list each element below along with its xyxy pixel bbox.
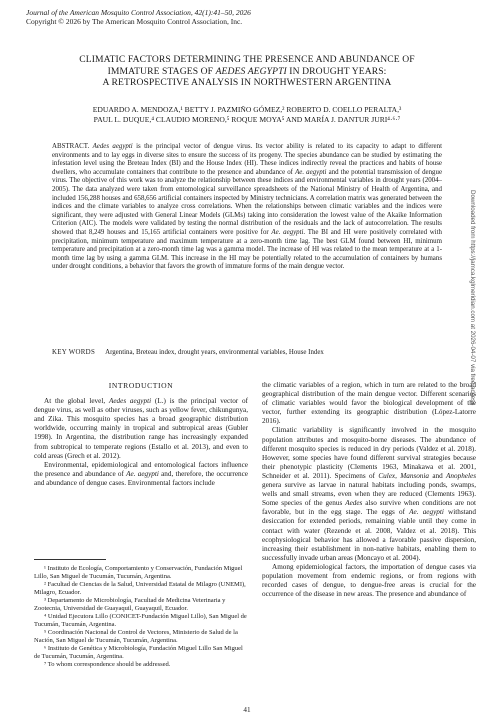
abstract-species-3: Ae. aegypti [271, 228, 304, 236]
right-column [262, 381, 476, 599]
title-line-2-post: IN DROUGHT YEARS: [286, 65, 387, 77]
intro-paragraph-1 [34, 397, 248, 461]
page-number: 41 [243, 706, 251, 714]
keywords [52, 349, 442, 358]
abstract-text-1: is the principal vector of dengue virus. Its vector ability is related to its capacity to adapt to different environments and to lay eggs in diverse sites to ensure the success of its progeny. The species abundance can be studied by estimating the infestation level using the Breteau Index (BI) and the House Index (HI). These indices indirectly reveal the practices and habits of house dwellers, who accumulate containers that contribute to the presence and abundance of [52, 143, 442, 176]
right-paragraph-1: the climatic variables of a region, which in turn are related to the broad geographical distribution of the main dengue vector. Different scenarios of climatic variables would favor the biological development of the vector, further extending its geographic distribution (López-Latorre 2016). [262, 381, 476, 426]
footnote: ⁷ To whom correspondence should be addressed. [44, 661, 171, 668]
footnote: ⁵ Coordinación Nacional de Control de Vectores, Ministerio de Salud de la Nación, San Miguel de Tucumán, Tucumán, Argentina. [34, 629, 238, 644]
right-p2-genus-2: Anopheles [446, 471, 476, 480]
right-p2-text-c: also survive when conditions are not favorable, but in the egg stage. The eggs of [262, 499, 476, 517]
intro-p1-text-a: At the global level, [44, 397, 109, 406]
download-watermark: Downloaded from https://jamca.kglmeridian.com at 2026-04-07 via free access [469, 190, 476, 406]
abstract-label: ABSTRACT. [52, 143, 90, 150]
article-title [30, 54, 464, 89]
title-line-2 [30, 66, 464, 78]
intro-p1-text-b: (L.) is the principal vector of dengue virus, as well as other viruses, such as yellow fever, chikungunya, and Zika. This mosquito species has a broad geographic distribution worldwide, occurring mainly in tropical and subtropical areas (Gubler 1998). In Argentina, the distribution range has increasingly expanded from subtropical to temperate regions (Estallo et al. 2013), and even to cold areas (Grech et al. 2012). [34, 397, 249, 460]
title-line-1: CLIMATIC FACTORS DETERMINING THE PRESENCE AND ABUNDANCE OF [79, 54, 415, 65]
right-p2-text-b: genera survive as larvae in natural habitats including ponds, swamps, wells and small streams, even when they are reduced (Clements 1963). Some species of the genus [262, 481, 476, 508]
footnote: ³ Departamento de Microbiología, Facultad de Medicina Veterinaria y Zootecnia, Universidad de Guayaquil, Guayaquil, Ecuador. [34, 597, 226, 612]
keywords-label: KEY WORDS [52, 349, 96, 356]
right-paragraph-3: Among epidemiological factors, the importation of dengue cases via population movement from endemic regions, or from regions with recorded cases of dengue, to dengue-free areas is crucial for the occurrence of the disease in new areas. The presence and abundance of [262, 562, 476, 599]
footnote: ⁴ Unidad Ejecutora Lillo (CONICET-Fundación Miguel Lillo), San Miguel de Tucumán, Tucumán, Argentina. [34, 613, 247, 628]
right-p2-text-a: Climatic variability is significantly involved in the mosquito population attributes and mosquito-borne diseases. The abundance of different mosquito species is reduced in dry periods (Valdez et al. 2018). However, some species have found different survival strategies because their phenotypic plasticity (Clements 1963, Minakawa et al. 2001, Schneider et al. 2011). Specimens of [262, 426, 476, 480]
footnote-divider [34, 559, 106, 560]
footnote: ² Facultad de Ciencias de la Salud, Universidad Estatal de Milagro (UNEMI), Milagro, Ecuador. [34, 581, 246, 596]
title-species: AEDES AEGYPTI [215, 65, 287, 77]
section-heading-introduction: INTRODUCTION [108, 381, 174, 390]
abstract-species-1: Aedes aegypti [92, 143, 133, 150]
intro-p2-species: Ae. aegypti [126, 469, 159, 478]
footnote: ⁶ Instituto de Genética y Microbiología, Fundación Miguel Lillo San Miguel de Tucumán, Tucumán, Argentina. [34, 645, 243, 660]
abstract-species-2: Ae. aegypti [295, 168, 327, 176]
journal-citation: Journal of the American Mosquito Control Association, 42(1):41–50, 2026 [26, 8, 251, 17]
left-column [34, 381, 248, 488]
authors-line-2: PAUL L. DUQUE,⁴ CLAUDIO MORENO,⁵ ROQUE MOYA⁵ AND MARÍA J. DANTUR JURI⁴·⁶·⁷ [93, 115, 401, 124]
right-p2-species: Ae. aegypti [409, 508, 444, 517]
title-line-2-pre: IMMATURE STAGES OF [107, 65, 216, 77]
abstract [52, 143, 442, 272]
footnotes [34, 565, 248, 669]
footnote: ¹ Instituto de Ecología, Comportamiento y Conservación, Fundación Miguel Lillo, San Miguel de Tucumán, Tucumán, Argentina. [34, 565, 243, 580]
title-line-3: A RETROSPECTIVE ANALYSIS IN NORTHWESTERN ARGENTINA [102, 77, 392, 88]
right-paragraph-2 [262, 426, 476, 562]
abstract-text-2: and the potential transmission of dengue virus. The objective of this work was to analyze the relationship between these indices and environmental variables in drought years (2004–2005). The data analyzed were taken from entomological surveillance spreadsheets of the National Ministry of Health of Argentina, and included 156,288 houses and 658,656 artificial containers inspected by Ministry technicians. A correlation matrix was generated between the indices and the climate variables to analyze cross correlations. When the relationships between climatic variables and the indices were significant, they were adjusted with General Linear Models (GLMs) taking into consideration the lowest value of the Akaike Information Criterion (AIC). The models were validated by testing the normal distribution of the residuals and the lack of autocorrelation. The results showed that 8,249 houses and 15,165 artificial containers were positive for [52, 168, 443, 236]
intro-p2-text-a: Environmental, epidemiological and entomological factors influence the presence and abundance of [34, 460, 248, 478]
author-list [30, 105, 464, 125]
right-p2-and: and [429, 471, 447, 480]
keywords-text: Argentina, Breteau index, drought years, environmental variables, House Index [105, 349, 324, 356]
journal-copyright: Copyright © 2026 by The American Mosquito Control Association, Inc. [26, 17, 243, 26]
authors-line-1: EDUARDO A. MENDOZA,¹ BETTY J. PAZMIÑO GÓMEZ,² ROBERTO D. COELLO PERALTA,³ [92, 105, 402, 114]
intro-paragraph-2 [34, 461, 248, 488]
abstract-text-3: . The BI and HI were positively correlated with precipitation, minimum temperature and maximum temperature at a zero-month time lag. The best GLM found between HI, minimum temperature and precipitation at a zero-month time lag was a gamma model. The increase of HI was related to the mean temperature at a 1-month time lag by using a gamma GLM. This increase in the HI may be potentially related to the accumulation of containers by humans under drought conditions, a behavior that favors the growth of immature forms of the main dengue vector. [52, 228, 443, 271]
right-p2-text-d: withstand desiccation for extended periods, remaining viable until they come in contact with water (Rezende et al. 2008, Valdez et al. 2018). This ecophysiological behavior has allowed a favorable passive dispersion, increasing their establishment in non-native habitats, enabling them to successfully invade urban areas (Moncayo et al. 2004). [262, 508, 476, 562]
journal-header [26, 8, 466, 26]
right-p2-genus-1: Culex, Mansonia [378, 471, 429, 480]
right-p2-genus-3: Aedes [345, 499, 363, 508]
intro-p2-text-b: and, therefore, the occurrence and abundance of dengue cases. Environmental factors include [34, 469, 248, 487]
intro-p1-species: Aedes aegypti [108, 397, 152, 406]
